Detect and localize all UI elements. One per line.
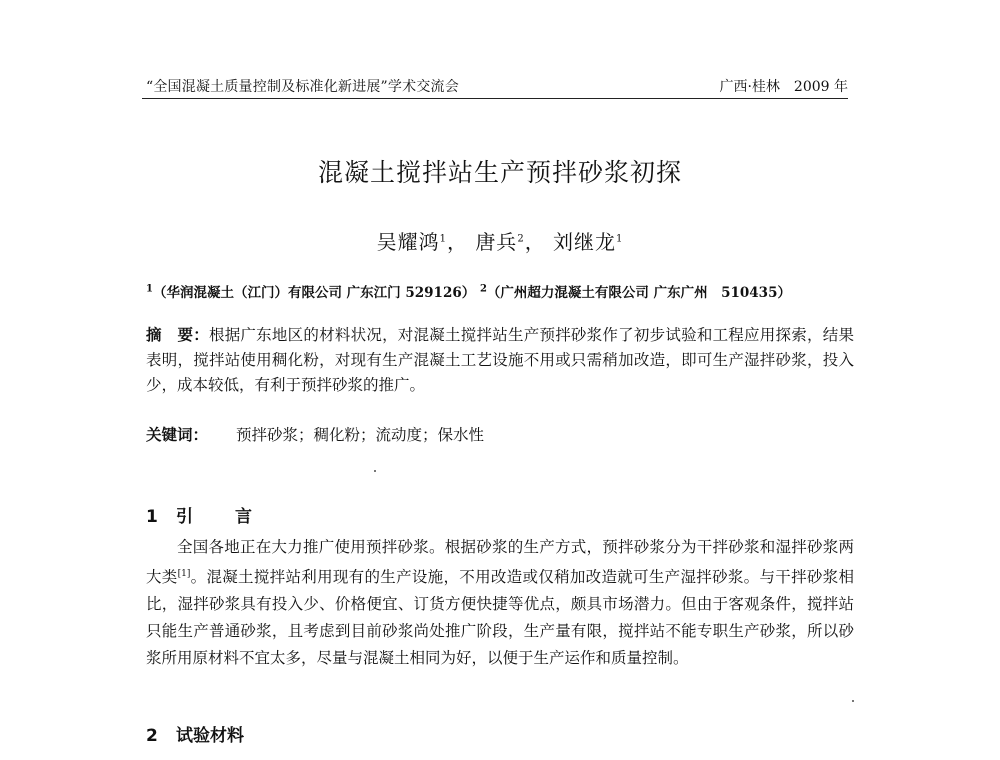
affiliations	[146, 281, 791, 301]
header-conference: “全国混凝土质量控制及标准化新进展”学术交流会	[146, 79, 459, 95]
author-mark: 1	[439, 233, 447, 245]
scan-speck	[852, 700, 854, 702]
header-location-year: 广西·桂林 2009 年	[719, 79, 848, 95]
paper-title: 混凝土搅拌站生产预拌砂浆初探	[317, 158, 682, 187]
section-1-heading	[146, 502, 252, 527]
section-number: 1	[146, 507, 158, 527]
keywords-label: 关键词：	[146, 425, 209, 444]
paragraph-text: 全国各地正在大力推广使用预拌砂浆。根据砂浆的生产方式，预拌砂浆分为干拌砂浆和湿拌砂浆两大类	[146, 538, 854, 587]
author-mark: 2	[517, 233, 525, 245]
section-1-paragraph	[146, 534, 854, 672]
section-title-part: 言	[235, 507, 252, 527]
author-separator: ，	[446, 230, 468, 254]
section-2-heading	[146, 721, 244, 746]
section-title: 试验材料	[176, 726, 244, 746]
abstract-label: 摘 要：	[146, 325, 209, 344]
affiliation-text: （华润混凝土（江门）有限公司 广东江门 529126）	[152, 285, 476, 301]
affiliation-mark: 2	[479, 283, 487, 295]
author-name: 吴耀鸿	[376, 230, 440, 254]
author-name: 唐兵	[475, 230, 518, 254]
header-rule	[142, 98, 848, 99]
affiliation-text: （广州超力混凝土有限公司 广东广州 510435）	[486, 285, 791, 301]
author-mark: 1	[616, 233, 624, 245]
keywords	[146, 423, 484, 445]
author-list	[0, 226, 1000, 255]
abstract	[146, 322, 854, 398]
section-number: 2	[146, 726, 158, 746]
author-name: 刘继龙	[553, 230, 617, 254]
author-separator: ，	[524, 230, 546, 254]
section-title-part: 引	[176, 507, 193, 527]
abstract-text: 根据广东地区的材料状况，对混凝土搅拌站生产预拌砂浆作了初步试验和工程应用探索，结果表明，搅拌站使用稠化粉，对现有生产混凝土工艺设施不用或只需稍加改造，即可生产湿拌砂浆，投入少，成本较低，有利于预拌砂浆的推广。	[146, 326, 854, 394]
scan-speck	[374, 470, 376, 472]
paragraph-text: 。混凝土搅拌站利用现有的生产设施，不用改造或仅稍加改造就可生产湿拌砂浆。与干拌砂浆相比，湿拌砂浆具有投入少、价格便宜、订货方便快捷等优点，颇具市场潜力。但由于客观条件，搅拌站只能生产普通砂浆，且考虑到目前砂浆尚处推广阶段，生产量有限，搅拌站不能专职生产砂浆，所以砂浆所用原材料不宜太多，尽量与混凝土相同为好，以便于生产运作和质量控制。	[146, 568, 854, 668]
citation-ref: [1]	[177, 569, 191, 579]
affiliation-mark: 1	[146, 283, 153, 295]
keywords-text: 预拌砂浆；稠化粉；流动度；保水性	[236, 426, 485, 444]
